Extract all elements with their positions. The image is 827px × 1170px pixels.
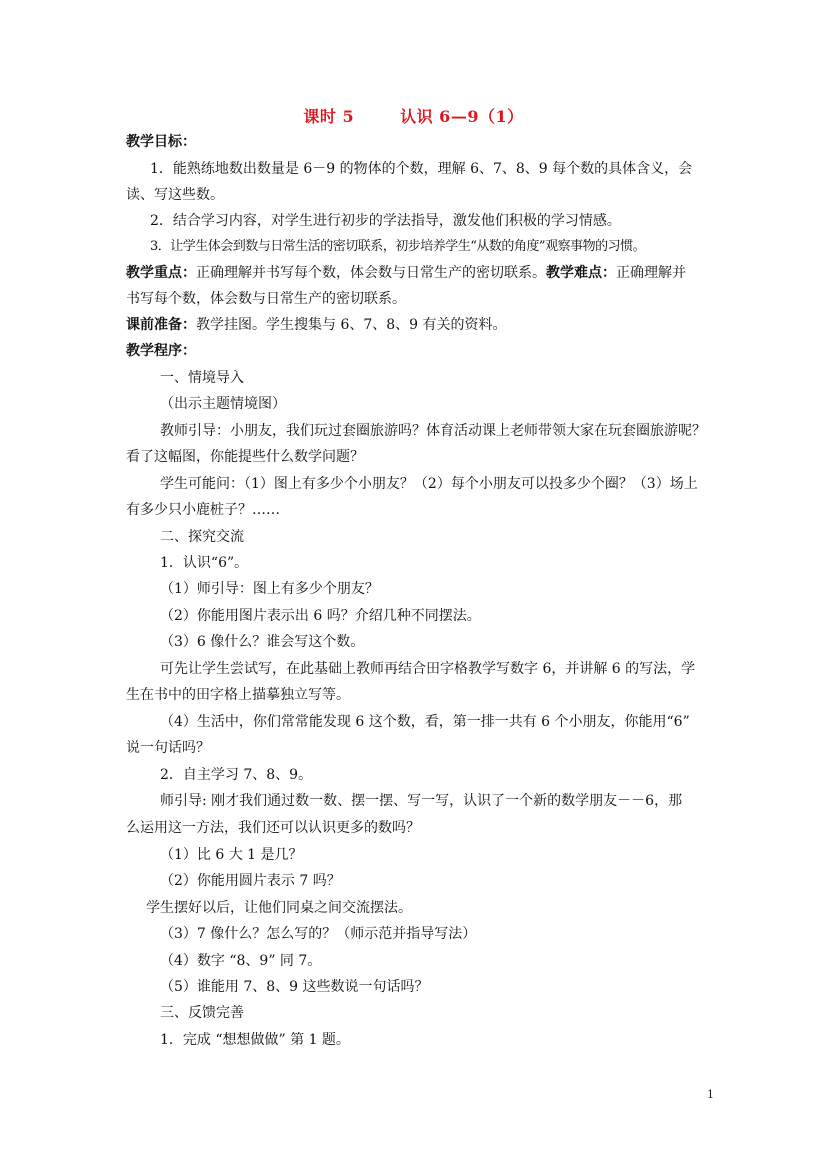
self-question-3: （3）7 像什么？怎么写的？（师示范并指导写法） bbox=[160, 926, 477, 942]
section-1: 一、情境导入 bbox=[160, 370, 244, 386]
lesson-title bbox=[0, 104, 827, 127]
key-text: 正确理解并书写每个数，体会数与日常生产的密切联系。 bbox=[196, 265, 546, 281]
section-1-note: （出示主题情境图） bbox=[160, 396, 286, 412]
section-3-item-1: 1．完成 “想想做做” 第 1 题。 bbox=[160, 1032, 350, 1048]
lesson-topic: 认识 6—9（1） bbox=[400, 107, 524, 126]
question-3: （3）6 像什么？谁会写这个数。 bbox=[160, 634, 365, 650]
teacher-guide-line-2: 看了这幅图，你能提些什么数学问题？ bbox=[126, 449, 364, 465]
question-4-line-2: 说一句话吗？ bbox=[126, 740, 210, 756]
self-study-line-2: 么运用这一方法，我们还可以认识更多的数吗？ bbox=[126, 820, 420, 836]
goals-heading: 教学目标： bbox=[126, 134, 196, 150]
section-2: 二、探究交流 bbox=[160, 529, 244, 545]
preparation bbox=[126, 315, 726, 335]
section-3: 三、反馈完善 bbox=[160, 1005, 244, 1021]
goal-1-line-2: 读、写这些数。 bbox=[126, 187, 224, 203]
section-2-item-2: 2．自主学习 7、8、9。 bbox=[160, 767, 313, 783]
student-question-line-2: 有多少只小鹿桩子？…… bbox=[126, 502, 280, 518]
self-study-line-1: 师引导: 刚才我们通过数一数、摆一摆、写一写，认识了一个新的数学朋友－－6，那 bbox=[160, 793, 683, 809]
difficulty-text-2: 书写每个数，体会数与日常生产的密切联系。 bbox=[126, 291, 406, 307]
difficulty-text-1: 正确理解并 bbox=[616, 265, 686, 281]
section-2-item-1: 1．认识“6”。 bbox=[160, 555, 249, 571]
key-label: 教学重点： bbox=[126, 265, 196, 281]
student-question-line-1: 学生可能问：（1）图上有多少个小朋友？（2）每个小朋友可以投多少个圈？（3）场上 bbox=[160, 476, 698, 492]
lesson-number: 课时 5 bbox=[303, 107, 355, 126]
difficulty-label: 教学难点： bbox=[546, 265, 616, 281]
page-number: 1 bbox=[707, 1088, 714, 1101]
question-2: （2）你能用图片表示出 6 吗？介绍几种不同摆法。 bbox=[160, 608, 481, 624]
self-question-2: （2）你能用圆片表示 7 吗？ bbox=[160, 873, 341, 889]
writing-paragraph-line-1: 可先让学生尝试写，在此基础上教师再结合田字格教学写数字 6，并讲解 6 的写法，学 bbox=[160, 661, 696, 677]
self-question-1: （1）比 6 大 1 是几？ bbox=[160, 847, 303, 863]
goal-3: 3．让学生体会到数与日常生活的密切联系，初步培养学生“从数的角度”观察事物的习惯。 bbox=[150, 239, 646, 254]
self-question-2-note: 学生摆好以后，让他们同桌之间交流摆法。 bbox=[146, 900, 412, 916]
goal-1-line-1: 1．能熟练地数出数量是 6－9 的物体的个数，理解 6、7、8、9 每个数的具体含义，会 bbox=[150, 161, 693, 177]
key-points bbox=[126, 263, 726, 283]
writing-paragraph-line-2: 生在书中的田字格上描摹独立写等。 bbox=[126, 687, 350, 703]
goal-2: 2．结合学习内容，对学生进行初步的学法指导，激发他们积极的学习情感。 bbox=[150, 213, 621, 229]
question-1: （1）师引导：图上有多少个朋友？ bbox=[160, 581, 379, 597]
procedure-heading: 教学程序： bbox=[126, 343, 196, 359]
self-question-5: （5）谁能用 7、8、9 这些数说一句话吗？ bbox=[160, 979, 429, 995]
teacher-guide-line-1: 教师引导：小朋友，我们玩过套圈旅游吗？体育活动课上老师带领大家在玩套圈旅游呢？ bbox=[160, 423, 706, 439]
prep-text: 教学挂图。学生搜集与 6、7、8、9 有关的资料。 bbox=[196, 317, 507, 333]
prep-label: 课前准备： bbox=[126, 317, 196, 333]
self-question-4: （4）数字 “8、9” 同 7。 bbox=[160, 953, 322, 969]
question-4-line-1: （4）生活中，你们常常能发现 6 这个数，看，第一排一共有 6 个小朋友，你能用“6” bbox=[160, 714, 690, 730]
